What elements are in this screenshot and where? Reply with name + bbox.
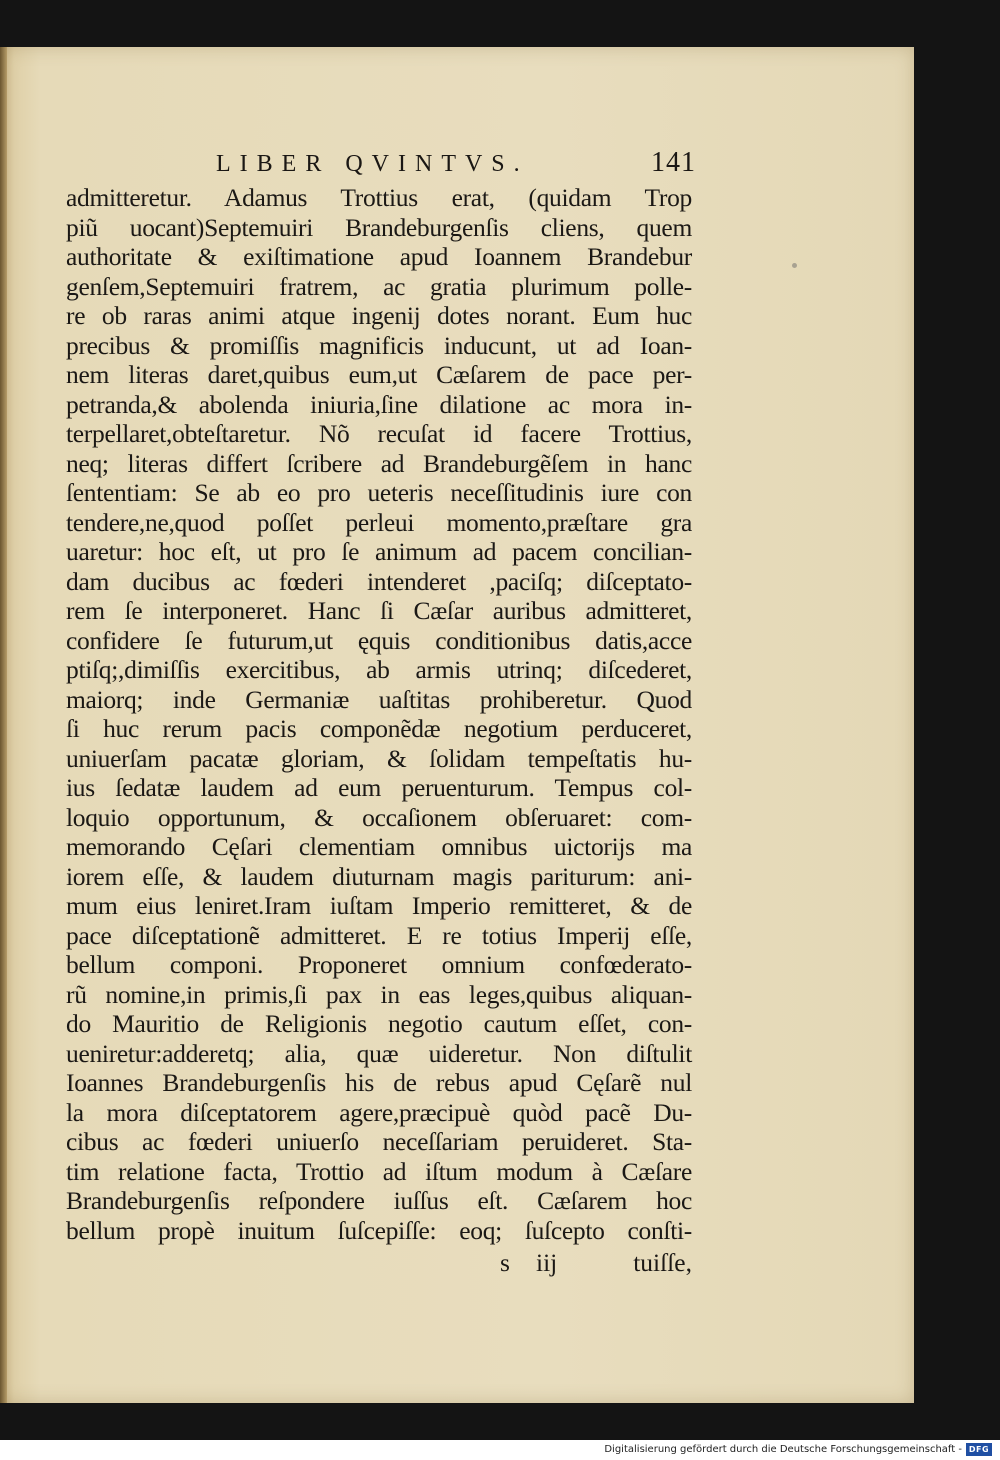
body-text xyxy=(66,183,692,1245)
text-line: confidere ſe futurum,ut ęquis conditionibus datis,acce xyxy=(66,625,692,655)
text-line: ptiſq;,dimiſſis exercitibus, ab armis utrinq; diſcederet, xyxy=(66,655,692,684)
text-line: re ob raras animi atque ingenij dotes norant. Eum huc xyxy=(66,301,692,330)
text-line: Ioannes Brandeburgenſis his de rebus apud Cęſarẽ nul xyxy=(66,1068,692,1097)
text-line: rem ſe interponeret. Hanc ſi Cæſar auribus admitteret, xyxy=(66,596,692,625)
text-line: rũ nomine,in primis,ſi pax in eas leges,quibus aliquan- xyxy=(66,979,692,1009)
signature-number: iij xyxy=(536,1248,558,1277)
text-line: pace diſceptationẽ admitteret. E re totius Imperij eſſe, xyxy=(66,920,692,950)
text-line: dam ducibus ac fœderi intenderet ,paciſq; diſceptato- xyxy=(66,566,692,596)
signature-line xyxy=(492,1247,692,1279)
text-line: mum eius leniret.Iram iuſtam Imperio remitteret, & de xyxy=(66,891,692,920)
text-line: ueniretur:adderetq; alia, quæ uideretur. Non diſtulit xyxy=(66,1038,692,1068)
catchword: tuiſſe, xyxy=(633,1248,692,1277)
page-edge xyxy=(0,47,7,1403)
text-line: neq; literas differt ſcribere ad Brandeburgẽſem in hanc xyxy=(66,448,692,478)
text-line: do Mauritio de Religionis negotio cautum eſſet, con- xyxy=(66,1009,692,1038)
text-line: uaretur: hoc eſt, ut pro ſe animum ad pacem concilian- xyxy=(66,537,692,566)
running-head-title: LIBER QVINTVS. xyxy=(216,151,529,177)
text-line: precibus & promiſſis magnificis inducunt, ut ad Ioan- xyxy=(66,330,692,360)
funding-credit: Digitalisierung gefördert durch die Deutsche Forschungsgemeinschaft - xyxy=(604,1444,962,1455)
text-line: Brandeburgenſis reſpondere iuſſus eſt. Cæſarem hoc xyxy=(66,1186,692,1215)
signature-mark: s xyxy=(500,1248,510,1277)
text-line: iorem eſſe, & laudem diuturnam magis pariturum: ani- xyxy=(66,861,692,891)
text-line: nem literas daret,quibus eum,ut Cæſarem de pace per- xyxy=(66,360,692,389)
dfg-logo-icon[interactable]: DFG xyxy=(966,1443,992,1456)
text-line: uniuerſam pacatæ gloriam, & ſolidam tempeſtatis hu- xyxy=(66,743,692,773)
text-line: genſem,Septemuiri fratrem, ac gratia plurimum polle- xyxy=(66,271,692,301)
text-line: cibus ac fœderi uniuerſo neceſſariam peruideret. Sta- xyxy=(66,1127,692,1156)
text-line: piũ uocant)Septemuiri Brandeburgenſis cliens, quem xyxy=(66,212,692,242)
text-line: tim relatione facta, Trottio ad iſtum modum à Cæſare xyxy=(66,1156,692,1186)
paper-spot xyxy=(792,263,797,268)
folio-number: 141 xyxy=(651,147,696,178)
text-line: bellum propè inuitum ſuſcepiſſe: eoq; ſuſcepto conſti- xyxy=(66,1215,692,1245)
text-line: ius ſedatæ laudem ad eum peruenturum. Tempus col- xyxy=(66,773,692,802)
text-line: ſi huc rerum pacis componẽdæ negotium perduceret, xyxy=(66,714,692,743)
text-line: authoritate & exiſtimatione apud Ioannem Brandebur xyxy=(66,242,692,271)
text-line: la mora diſceptatorem agere,præcipuè quòd pacẽ Du- xyxy=(66,1097,692,1127)
text-line: loquio opportunum, & occaſionem obſeruaret: com- xyxy=(66,802,692,832)
text-line: petranda,& abolenda iniuria,ſine dilatione ac mora in- xyxy=(66,389,692,419)
text-line: admitteretur. Adamus Trottius erat, (quidam Trop xyxy=(66,183,692,212)
text-line: maiorq; inde Germaniæ uaſtitas prohiberetur. Quod xyxy=(66,684,692,714)
footer-bar xyxy=(0,1440,1000,1460)
text-line: bellum componi. Proponeret omnium confœderato- xyxy=(66,950,692,979)
running-head xyxy=(216,149,696,179)
text-line: terpellaret,obteſtaretur. Nõ recuſat id facere Trottius, xyxy=(66,419,692,448)
text-line: memorando Cęſari clementiam omnibus uictorijs ma xyxy=(66,832,692,861)
text-line: tendere,ne,quod poſſet perleui momento,præſtare gra xyxy=(66,507,692,537)
text-line: ſententiam: Se ab eo pro ueteris neceſſitudinis iure con xyxy=(66,478,692,507)
